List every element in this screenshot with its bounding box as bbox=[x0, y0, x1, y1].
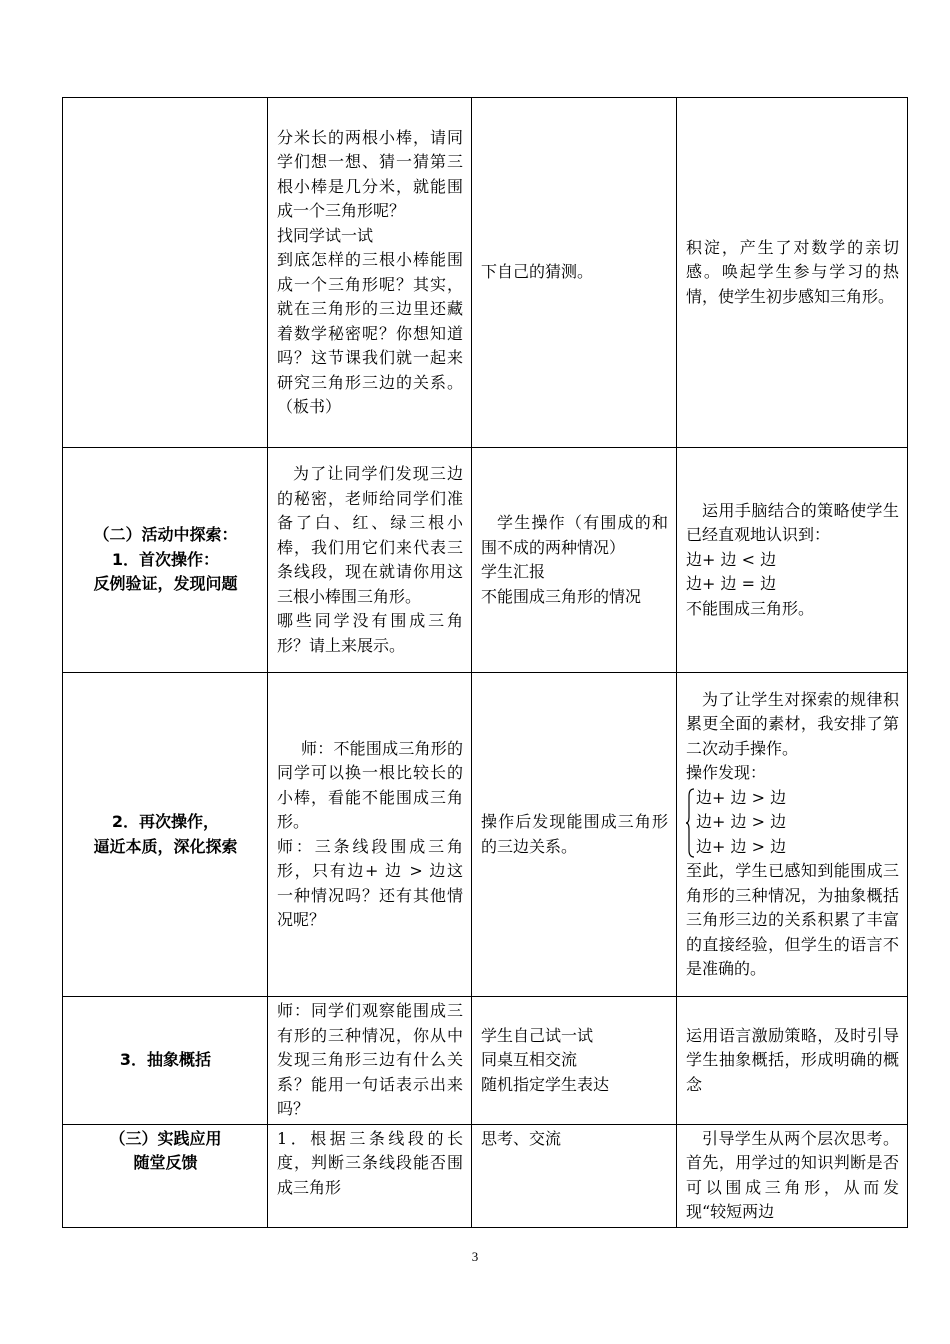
student-text: 学生操作（有围成的和围不成的两种情况） bbox=[481, 513, 668, 557]
student-text: 下自己的猜测。 bbox=[481, 262, 594, 282]
table-row bbox=[63, 997, 908, 1125]
stage-title: 逼近本质，深化探索 bbox=[93, 836, 238, 856]
intent-text: 操作发现： bbox=[686, 763, 767, 782]
table-row bbox=[63, 673, 908, 997]
teacher-text: 分米长的两根小棒，请同学们想一想、猜一猜第三根小棒是几分米，就能围成一个三角形呢？ bbox=[277, 127, 463, 220]
stage-title: （二）活动中探索： bbox=[93, 525, 238, 545]
design-intent-cell bbox=[677, 1124, 908, 1227]
intent-text: 为了让学生对探索的规律积累更全面的素材，我安排了第二次动手操作。 bbox=[686, 689, 899, 758]
student-activity-cell bbox=[472, 1124, 677, 1227]
stage-title: 随堂反馈 bbox=[133, 1153, 198, 1172]
student-text: 不能围成三角形的情况 bbox=[481, 586, 642, 606]
intent-text: 不能围成三角形。 bbox=[686, 598, 815, 618]
intent-text: 至此，学生已感知到能围成三角形的三种情况，为抽象概括三角形三边的关系积累了丰富的直接经验，但学生的语言不是准确的。 bbox=[686, 861, 899, 978]
design-intent-cell bbox=[677, 448, 908, 673]
teacher-text: 找同学试一试 bbox=[277, 225, 374, 245]
intent-text: 积淀，产生了对数学的亲切感。唤起学生参与学习的热情，使学生初步感知三角形。 bbox=[686, 237, 899, 306]
student-text: 思考、交流 bbox=[481, 1128, 562, 1148]
table-row bbox=[63, 448, 908, 673]
teacher-activity-cell bbox=[268, 997, 472, 1125]
stage-cell bbox=[63, 1124, 268, 1227]
student-text: 学生汇报 bbox=[481, 562, 546, 581]
teacher-text: 哪些同学没有围成三角形？请上来展示。 bbox=[277, 611, 463, 655]
student-text: 随机指定学生表达 bbox=[481, 1074, 610, 1094]
student-activity-cell bbox=[472, 673, 677, 997]
student-text: 同桌互相交流 bbox=[481, 1050, 578, 1069]
table-row bbox=[63, 98, 908, 448]
inequality-list bbox=[686, 786, 899, 860]
inequality-item: 边+ 边 > 边 bbox=[696, 812, 787, 831]
teacher-text: 师：同学们观察能围成三有形的三种情况，你从中发现三角形三边有什么关系？能用一句话表示出来吗？ bbox=[277, 1001, 463, 1118]
teacher-activity-cell bbox=[268, 98, 472, 448]
stage-title: 1．首次操作： bbox=[111, 549, 220, 569]
stage-cell bbox=[63, 448, 268, 673]
stage-title: 2．再次操作， bbox=[111, 812, 220, 831]
intent-text: 运用语言激励策略，及时引导学生抽象概括，形成明确的概念 bbox=[686, 1025, 899, 1094]
stage-title: （三）实践应用 bbox=[109, 1128, 222, 1148]
inequality-item: 边+ 边 > 边 bbox=[696, 787, 787, 807]
lesson-plan-table bbox=[62, 97, 908, 1228]
table-row bbox=[63, 1124, 908, 1227]
student-activity-cell bbox=[472, 997, 677, 1125]
teacher-activity-cell bbox=[268, 1124, 472, 1227]
teacher-text: 师：三条线段围成三角形，只有边+ 边 > 边这一种情况吗？还有其他情况呢？ bbox=[277, 836, 463, 929]
stage-cell bbox=[63, 98, 268, 448]
teacher-activity-cell bbox=[268, 448, 472, 673]
inequality-item: 边+ 边 > 边 bbox=[696, 836, 787, 856]
teacher-text: 1．根据三条线段的长度，判断三条线段能否围成三角形 bbox=[277, 1128, 463, 1197]
stage-title: 3．抽象概括 bbox=[119, 1050, 212, 1069]
student-text: 学生自己试一试 bbox=[481, 1025, 594, 1045]
intent-text: 引导学生从两个层次思考。首先，用学过的知识判断是否可以围成三角形，从而发现“较短两边 bbox=[686, 1128, 899, 1221]
intent-text: 运用手脑结合的策略使学生已经直观地认识到： bbox=[686, 500, 899, 545]
design-intent-cell bbox=[677, 997, 908, 1125]
teacher-text: 为了让同学们发现三边的秘密，老师给同学们准备了白、红、绿三根小棒，我们用它们来代表三条线段，现在就请你用这三根小棒围三角形。 bbox=[277, 464, 463, 606]
teacher-text: 师：不能围成三角形的同学可以换一根比较长的小棒，看能不能围成三角形。 bbox=[277, 738, 463, 831]
brace-icon bbox=[686, 788, 695, 858]
teacher-activity-cell bbox=[268, 673, 472, 997]
stage-title: 反例验证，发现问题 bbox=[93, 574, 238, 594]
intent-text: 边+ 边 < 边 bbox=[686, 549, 777, 569]
intent-text: 边+ 边 = 边 bbox=[686, 574, 777, 594]
teacher-text: 到底怎样的三根小棒能围成一个三角形呢？其实，就在三角形的三边里还藏着数学秘密呢？你想知道吗？这节课我们就一起来研究三角形三边的关系。（板书） bbox=[277, 250, 463, 416]
page-number: 3 bbox=[471, 1249, 479, 1264]
student-activity-cell bbox=[472, 448, 677, 673]
stage-cell bbox=[63, 997, 268, 1125]
student-activity-cell bbox=[472, 98, 677, 448]
design-intent-cell bbox=[677, 98, 908, 448]
student-text: 操作后发现能围成三角形的三边关系。 bbox=[481, 812, 668, 856]
stage-cell bbox=[63, 673, 268, 997]
design-intent-cell bbox=[677, 673, 908, 997]
